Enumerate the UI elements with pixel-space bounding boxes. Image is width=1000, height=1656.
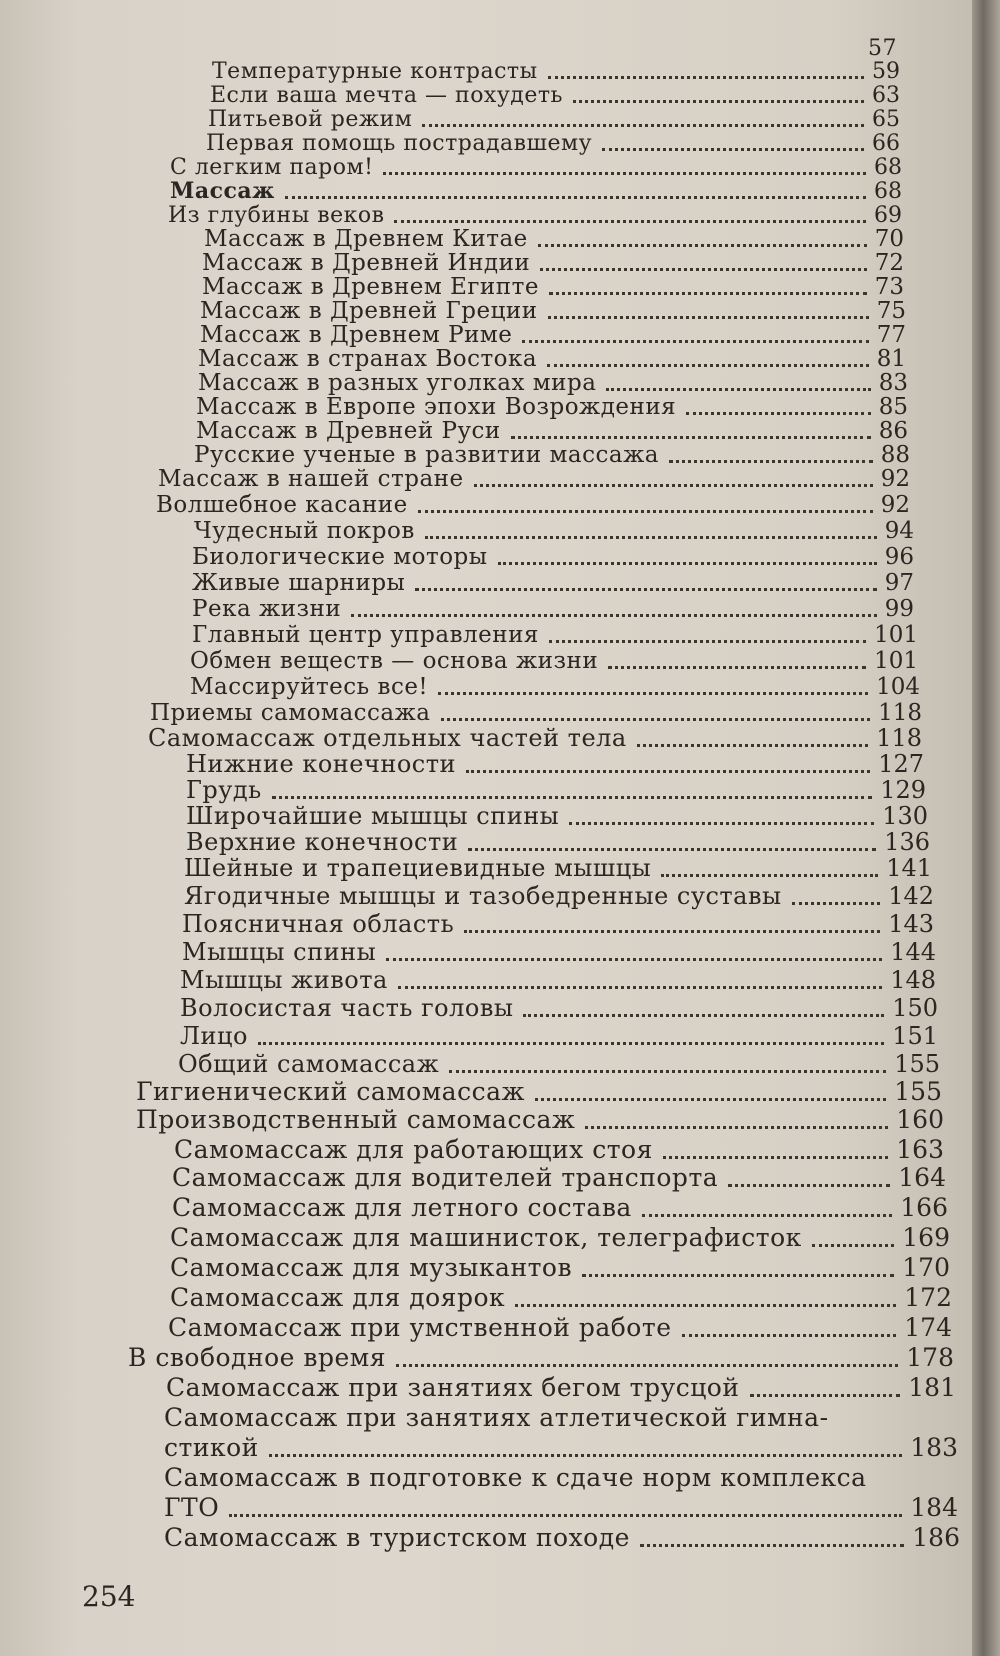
toc-entry-title: В свободное время bbox=[128, 1343, 386, 1372]
toc-entry-title: Лицо bbox=[180, 1022, 248, 1050]
dot-leader bbox=[418, 509, 873, 513]
toc-page-number: 169 bbox=[902, 1223, 950, 1252]
toc-page-number: 143 bbox=[888, 910, 934, 938]
toc-entry-continuation-line[interactable] bbox=[164, 1432, 958, 1462]
toc-page-number: 170 bbox=[902, 1253, 950, 1282]
toc-entry-title: Массаж в Древнем Риме bbox=[200, 322, 513, 348]
toc-page-number: 101 bbox=[874, 648, 918, 674]
dot-leader bbox=[386, 957, 882, 961]
toc-entry-title: Мышцы живота bbox=[180, 966, 388, 994]
dot-leader bbox=[661, 873, 878, 877]
toc-entry-title: Если ваша мечта — похудеть bbox=[210, 83, 564, 108]
toc-page-number: 142 bbox=[888, 882, 934, 910]
dot-leader bbox=[258, 1041, 884, 1045]
toc-entry-title: Мышцы спины bbox=[182, 938, 377, 966]
dot-leader bbox=[398, 985, 882, 989]
toc-entry-title: Самомассаж в подготовке к сдаче норм комплекса bbox=[164, 1463, 867, 1492]
toc-entry[interactable] bbox=[166, 1372, 956, 1402]
dot-leader bbox=[464, 929, 880, 933]
toc-entry-title: Главный центр управления bbox=[192, 622, 539, 648]
toc-entry-title: Самомассаж при занятиях атлетической гимна- bbox=[164, 1403, 829, 1432]
dot-leader bbox=[396, 1363, 898, 1367]
toc-entry[interactable] bbox=[174, 1134, 944, 1164]
dot-leader bbox=[682, 1333, 897, 1337]
toc-entry[interactable] bbox=[164, 1462, 958, 1492]
toc-page-number: 127 bbox=[878, 750, 924, 778]
toc-page-number: 118 bbox=[876, 724, 922, 752]
dot-leader bbox=[269, 1453, 902, 1457]
toc-entry[interactable] bbox=[164, 1402, 958, 1432]
toc-entry[interactable] bbox=[180, 992, 938, 1022]
dot-leader bbox=[468, 847, 876, 851]
toc-entry-title: Массаж bbox=[170, 178, 275, 204]
toc-entry[interactable] bbox=[170, 1222, 950, 1252]
toc-page-number: 174 bbox=[904, 1313, 952, 1342]
toc-entry[interactable] bbox=[170, 1282, 952, 1312]
toc-entry-title: Самомассаж отдельных частей тела bbox=[148, 724, 627, 752]
toc-page-number: 151 bbox=[892, 1022, 938, 1050]
toc-entry[interactable] bbox=[168, 1312, 952, 1342]
toc-page-number: 144 bbox=[890, 938, 936, 966]
toc-page-number: 81 bbox=[876, 346, 906, 372]
toc-entry-continuation: ГТО bbox=[164, 1493, 220, 1522]
toc-page-number: 97 bbox=[884, 570, 914, 596]
toc-entry-continuation: стикой bbox=[164, 1433, 259, 1462]
toc-entry-title: Волшебное касание bbox=[156, 492, 408, 518]
toc-entry-title: Массаж в нашей стране bbox=[158, 466, 464, 492]
dot-leader bbox=[229, 1513, 902, 1517]
toc-entry-title: Массаж в Древней Греции bbox=[200, 298, 538, 324]
toc-page-number: 66 bbox=[872, 131, 900, 156]
toc-page-number: 160 bbox=[896, 1105, 944, 1134]
dot-leader bbox=[466, 769, 870, 773]
toc-entry[interactable] bbox=[178, 1048, 940, 1078]
toc-entry-title: Самомассаж в туристском походе bbox=[164, 1523, 630, 1552]
toc-page-number: 83 bbox=[878, 370, 908, 396]
toc-entry-title: Питьевой режим bbox=[208, 107, 413, 132]
toc-page-number: 181 bbox=[908, 1373, 956, 1402]
toc-page-number: 136 bbox=[884, 828, 930, 856]
dot-leader bbox=[812, 1243, 895, 1247]
toc-entry-title: Самомассаж для доярок bbox=[170, 1283, 506, 1312]
toc-page-number: 94 bbox=[884, 518, 914, 544]
dot-leader bbox=[750, 1393, 901, 1397]
toc-entry-title: С легким паром! bbox=[170, 155, 374, 180]
toc-page-number: 59 bbox=[872, 59, 900, 84]
toc-page-number: 118 bbox=[878, 700, 922, 726]
dot-leader bbox=[474, 483, 873, 487]
toc-page-number: 85 bbox=[878, 394, 908, 420]
dot-leader bbox=[415, 587, 876, 591]
toc-entry-title: Из глубины веков bbox=[168, 203, 385, 228]
toc-page-number: 101 bbox=[874, 622, 918, 648]
toc-entry[interactable] bbox=[182, 908, 934, 938]
dot-leader bbox=[425, 535, 877, 539]
toc-page-number: 184 bbox=[910, 1493, 958, 1522]
toc-entry-title: Гигиенический самомассаж bbox=[136, 1077, 525, 1106]
toc-page-number: 148 bbox=[890, 966, 936, 994]
toc-page-number: 130 bbox=[882, 802, 928, 830]
toc-page-number: 155 bbox=[894, 1050, 940, 1078]
toc-entry[interactable] bbox=[172, 1192, 948, 1222]
toc-entry-title: Нижние конечности bbox=[186, 750, 457, 778]
toc-entry-title: Самомассаж при умственной работе bbox=[168, 1313, 672, 1342]
toc-page-number: 104 bbox=[876, 674, 920, 700]
toc-page-number: 96 bbox=[884, 544, 914, 570]
dot-leader bbox=[728, 1183, 890, 1187]
toc-page-number: 92 bbox=[880, 466, 910, 492]
dot-leader bbox=[642, 1213, 892, 1217]
toc-page-number: 75 bbox=[876, 298, 906, 324]
dot-leader bbox=[351, 613, 877, 617]
toc-page-number: 99 bbox=[884, 596, 914, 622]
toc-page-number: 129 bbox=[880, 776, 926, 804]
toc-entry-title: Обмен веществ — основа жизни bbox=[190, 648, 599, 674]
toc-entry-title: Самомассаж для работающих стоя bbox=[174, 1135, 653, 1164]
toc-page-number: 63 bbox=[872, 83, 900, 108]
toc-entry-title: Общий самомассаж bbox=[178, 1050, 440, 1078]
toc-entry-title: Массаж в разных уголках мира bbox=[198, 370, 597, 396]
dot-leader bbox=[608, 665, 866, 669]
dot-leader bbox=[438, 691, 868, 695]
toc-entry-title: Массируйтесь все! bbox=[190, 674, 429, 700]
toc-entry-continuation-line[interactable] bbox=[164, 1492, 958, 1522]
toc-entry-title: Река жизни bbox=[192, 596, 342, 622]
toc-entry-title: Массаж в Древнем Египте bbox=[202, 274, 539, 300]
toc-page-number: 70 bbox=[874, 226, 904, 252]
toc-entry-title: Температурные контрасты bbox=[212, 59, 538, 84]
dot-leader bbox=[441, 717, 871, 721]
toc-page-number: 73 bbox=[874, 274, 904, 300]
toc-entry-title: Массаж в странах Востока bbox=[198, 346, 538, 372]
toc-entry-title: Волосистая часть головы bbox=[180, 994, 514, 1022]
dot-leader bbox=[515, 1303, 896, 1307]
dot-leader bbox=[449, 1069, 886, 1073]
dot-leader bbox=[792, 901, 881, 905]
toc-page-number: 141 bbox=[886, 854, 932, 882]
toc-page-number: 172 bbox=[904, 1283, 952, 1312]
toc-page-number: 69 bbox=[874, 203, 902, 228]
toc-entry[interactable] bbox=[184, 852, 932, 882]
dot-leader bbox=[549, 639, 866, 643]
dot-leader bbox=[569, 821, 874, 825]
toc-entry-title: Шейные и трапециевидные мышцы bbox=[184, 854, 652, 882]
toc-entry-title: Ягодичные мышцы и тазобедренные суставы bbox=[184, 882, 782, 910]
toc-page-number: 57 bbox=[868, 36, 897, 61]
dot-leader bbox=[498, 561, 877, 565]
toc-entry-title: Производственный самомассаж bbox=[136, 1105, 576, 1134]
toc-entry-title: Первая помощь пострадавшему bbox=[206, 131, 593, 156]
toc-entry[interactable] bbox=[128, 1342, 954, 1372]
toc-page-number: 164 bbox=[898, 1163, 946, 1192]
toc-entry-title: Грудь bbox=[186, 776, 262, 804]
toc-entry-title: Самомассаж при занятиях бегом трусцой bbox=[166, 1373, 740, 1402]
toc-page-number: 155 bbox=[894, 1077, 942, 1106]
toc-page-number: 166 bbox=[900, 1193, 948, 1222]
toc-page-number: 186 bbox=[912, 1523, 960, 1552]
toc-entry-title: Верхние конечности bbox=[186, 828, 459, 856]
dot-leader bbox=[663, 1155, 888, 1159]
dot-leader bbox=[585, 1125, 888, 1129]
toc-page-number: 65 bbox=[872, 107, 900, 132]
toc-entry[interactable] bbox=[136, 1076, 942, 1106]
toc-entry-title: Массаж в Древнем Китае bbox=[204, 226, 528, 252]
toc-page-number: 88 bbox=[880, 442, 910, 468]
dot-leader bbox=[637, 743, 868, 747]
toc-entry-title: Чудесный покров bbox=[194, 518, 415, 544]
toc-entry-title: Самомассаж для машинисток, телеграфисток bbox=[170, 1223, 802, 1252]
dot-leader bbox=[640, 1543, 904, 1547]
toc-entry[interactable] bbox=[170, 1252, 950, 1282]
toc-entry[interactable] bbox=[184, 880, 934, 910]
toc-entry[interactable] bbox=[136, 1104, 944, 1134]
toc-entry[interactable] bbox=[182, 936, 936, 966]
toc-entry-title: Массаж в Европе эпохи Возрождения bbox=[196, 394, 677, 420]
dot-leader bbox=[523, 1013, 884, 1017]
toc-entry-title: Самомассаж для музыкантов bbox=[170, 1253, 573, 1282]
toc-page-number: 72 bbox=[874, 250, 904, 276]
toc-entry-title: Широчайшие мышцы спины bbox=[186, 802, 560, 830]
page-number-footer: 254 bbox=[82, 1580, 136, 1613]
toc-entry-title: Биологические моторы bbox=[192, 544, 488, 570]
toc-entry[interactable] bbox=[164, 1522, 960, 1552]
toc-page-number: 68 bbox=[874, 155, 902, 180]
toc-entry-title: Живые шарниры bbox=[192, 570, 406, 596]
toc-page-number: 86 bbox=[878, 418, 908, 444]
toc-page-number: 183 bbox=[910, 1433, 958, 1462]
toc-entry-title: Поясничная область bbox=[182, 910, 455, 938]
toc-entry[interactable] bbox=[180, 964, 936, 994]
book-spine bbox=[972, 0, 1000, 1656]
toc-page-number: 92 bbox=[880, 492, 910, 518]
toc-page-number: 178 bbox=[906, 1343, 954, 1372]
toc-entry-title: Массаж в Древней Индии bbox=[202, 250, 531, 276]
toc-entry[interactable] bbox=[180, 1020, 938, 1050]
toc-entry-title: Самомассаж для летного состава bbox=[172, 1193, 632, 1222]
toc-page-number: 150 bbox=[892, 994, 938, 1022]
toc-entry[interactable] bbox=[172, 1162, 946, 1192]
dot-leader bbox=[582, 1273, 894, 1277]
toc-page-number: 77 bbox=[876, 322, 906, 348]
toc-page-number: 163 bbox=[896, 1135, 944, 1164]
toc-page-number: 68 bbox=[874, 179, 902, 204]
dot-leader bbox=[272, 795, 872, 799]
toc-entry-title: Самомассаж для водителей транспорта bbox=[172, 1163, 719, 1192]
dot-leader bbox=[535, 1097, 886, 1101]
toc-entry-title: Русские ученые в развитии массажа bbox=[194, 442, 659, 468]
toc-entry-title: Массаж в Древней Руси bbox=[196, 418, 501, 444]
toc-entry-title: Приемы самомассажа bbox=[150, 700, 431, 726]
